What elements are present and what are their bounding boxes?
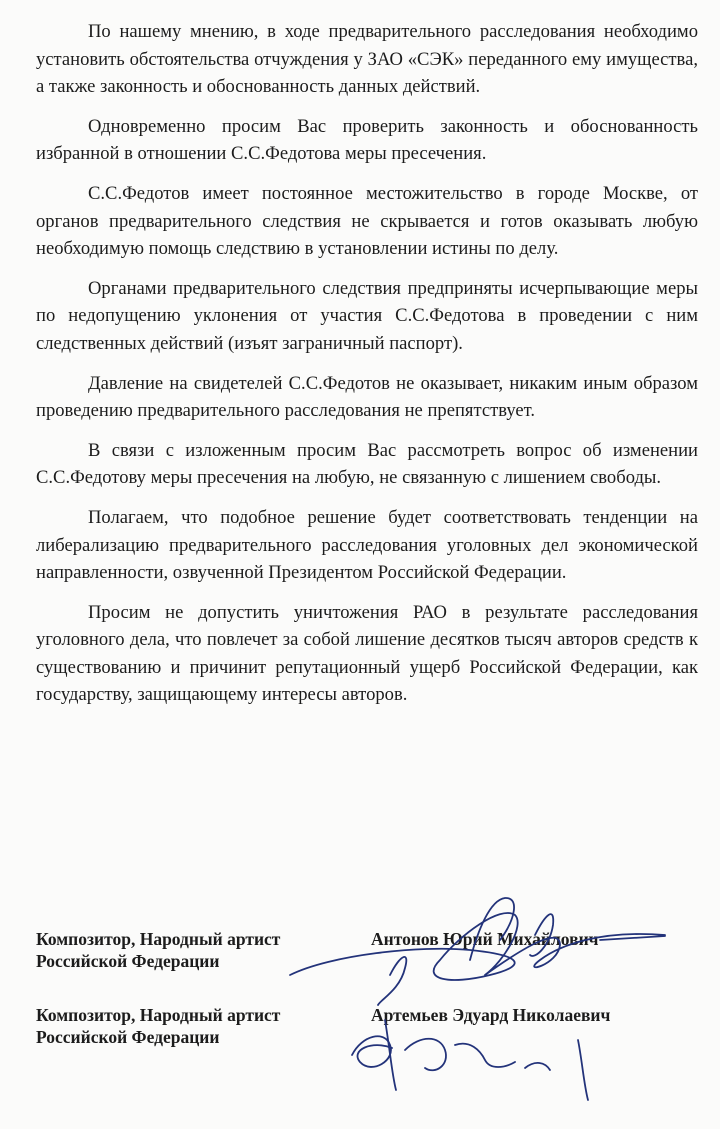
paragraph-4: Органами предварительного следствия предприняты исчерпывающие меры по недопущению уклонения от участия С.С.Федотова в проведении с ним следственных действий (изъят заграничный паспорт). xyxy=(36,277,698,354)
signatory-title: Композитор, Народный артист Российской Федерации xyxy=(36,929,281,971)
paragraph-5: Давление на свидетелей С.С.Федотов не оказывает, никаким иным образом проведению предварительного расследования не препятствует. xyxy=(36,372,698,422)
paragraph-3: С.С.Федотов имеет постоянное местожительство в городе Москве, от органов предварительного следствия не скрывается и готов оказывать любую необходимую помощь следствию в установлении истины по делу. xyxy=(36,182,698,260)
signatory-name: Артемьев Эдуард Николаевич xyxy=(371,1005,611,1025)
paragraph-8: Просим не допустить уничтожения РАО в результате расследования уголовного дела, что повлечет за собой лишение десятков тысяч авторов средств к существованию и причинит репутационный ущерб Российской Федерации, как государству, защищающему интересы авторов. xyxy=(36,601,698,706)
paragraph-2: Одновременно просим Вас проверить законность и обоснованность избранной в отношении С.С.Федотова меры пресечения. xyxy=(36,115,698,165)
signatory-title: Композитор, Народный артист Российской Федерации xyxy=(36,1005,281,1047)
signature-artemyev xyxy=(352,1036,392,1067)
letter-body xyxy=(36,18,698,721)
paragraph-6: В связи с изложенным просим Вас рассмотреть вопрос об изменении С.С.Федотову меры пресечения на любую, не связанную с лишением свободы. xyxy=(36,439,698,489)
paragraph-1: По нашему мнению, в ходе предварительного расследования необходимо установить обстоятельства отчуждения у ЗАО «СЭК» переданного ему имущества, а также законность и обоснованность данных действий. xyxy=(36,21,698,98)
paragraph-7: Полагаем, что подобное решение будет соответствовать тенденции на либерализацию предварительного расследования уголовных дел экономической направленности, озвученной Президентом Российской Федерации. xyxy=(36,506,698,584)
signatory-name: Антонов Юрий Михайлович xyxy=(371,929,599,949)
